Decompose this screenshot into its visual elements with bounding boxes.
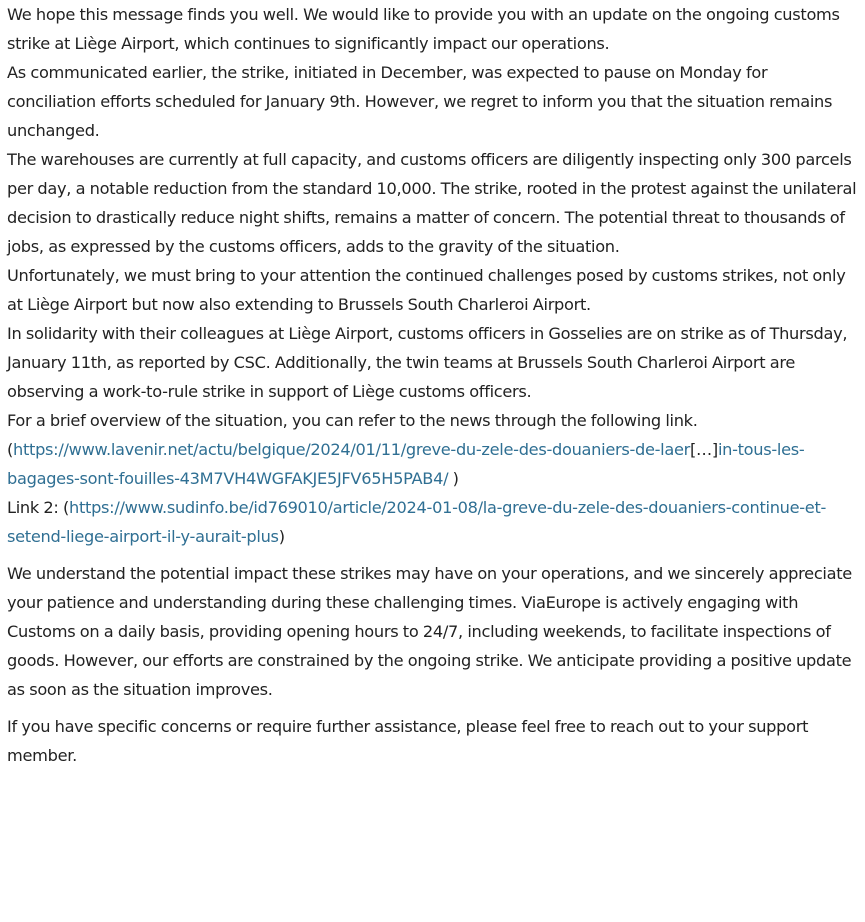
link1-ellipsis: […] [690,440,718,459]
impact-paragraph: We understand the potential impact these strikes may have on your operations, and we sincerely appreciate your patience and understanding during these challenging times. ViaEurope is actively engaging with Customs on a daily basis, providing opening hours to 24/7, including weekends, to facilitate inspections of goods. However, our efforts are constrained by the ongoing strike. We anticipate providing a positive update as soon as the situation improves. [7,564,852,699]
news-link-2[interactable]: https://www.sudinfo.be/id769010/article/2024-01-08/la-greve-du-zele-des-douaniers-continue-et-setend-liege-airport-il-y-aurait-plus [7,498,827,546]
news-link-1-line [7,435,857,493]
solidarity-paragraph: In solidarity with their colleagues at Liège Airport, customs officers in Gosselies are on strike as of Thursday, January 11th, as reported by CSC. Additionally, the twin teams at Brussels South Charleroi Airport are observing a work-to-rule strike in support of Liège customs officers. [7,324,848,401]
charleroi-extension-paragraph: Unfortunately, we must bring to your attention the continued challenges posed by customs strikes, not only at Liège Airport but now also extending to Brussels South Charleroi Airport. [7,266,846,314]
news-link-1-part1[interactable]: https://www.lavenir.net/actu/belgique/2024/01/11/greve-du-zele-des-douaniers-de-laer [13,440,691,459]
news-reference-paragraph: For a brief overview of the situation, you can refer to the news through the following link. [7,411,698,430]
news-link-2-line [7,493,857,551]
link1-close-paren: ) [448,469,459,488]
link1-open-paren: ( [7,440,14,459]
conciliation-paragraph: As communicated earlier, the strike, initiated in December, was expected to pause on Monday for conciliation efforts scheduled for January 9th. However, we regret to inform you that the situation remains unchanged. [7,63,833,140]
link2-label: Link 2: ( [7,498,70,517]
news-link-1-part2[interactable]: in-tous-les-bagages-sont-fouilles-43M7VH4WGFAKJE5JFV65H5PAB4/ [7,440,805,488]
support-paragraph: If you have specific concerns or require further assistance, please feel free to reach out to your support member. [7,717,809,765]
warehouse-capacity-paragraph: The warehouses are currently at full capacity, and customs officers are diligently inspecting only 300 parcels per day, a notable reduction from the standard 10,000. The strike, rooted in the protest against the unilateral decision to drastically reduce night shifts, remains a matter of concern. The potential threat to thousands of jobs, as expressed by the customs officers, adds to the gravity of the situation. [7,150,857,256]
intro-paragraph: We hope this message finds you well. We would like to provide you with an update on the ongoing customs strike at Liège Airport, which continues to significantly impact our operations. [7,5,840,53]
link2-close-paren: ) [278,527,285,546]
